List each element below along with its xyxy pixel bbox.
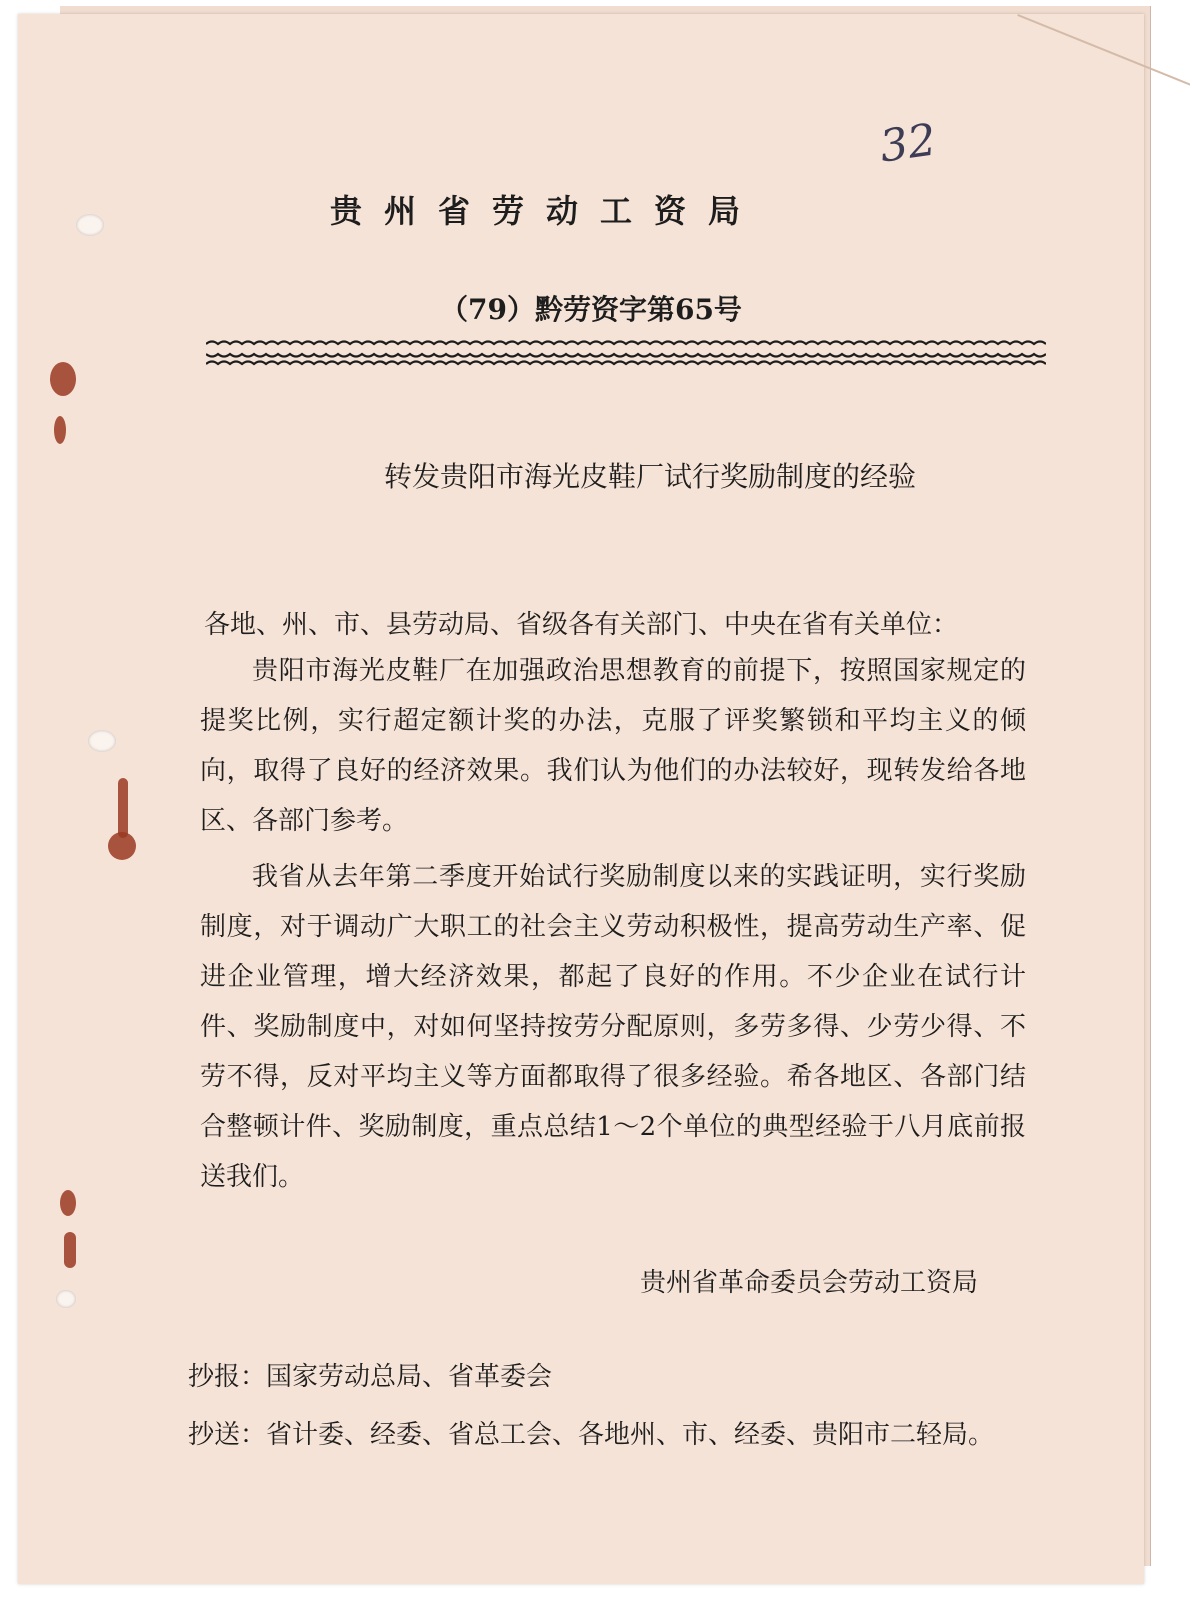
issuer-signature: 贵州省革命委员会劳动工资局 bbox=[640, 1268, 979, 1298]
document-subject: 转发贵阳市海光皮鞋厂试行奖励制度的经验 bbox=[384, 460, 917, 493]
rust-stain bbox=[60, 1190, 76, 1216]
paper-fold bbox=[1017, 14, 1190, 91]
binding-hole bbox=[56, 1290, 76, 1308]
issuer-title: 贵州省劳动工资局 bbox=[330, 192, 763, 230]
body-paragraph-2: 我省从去年第二季度开始试行奖励制度以来的实践证明，实行奖励制度，对于调动广大职工的社会主义劳动积极性，提高劳动生产率、促进企业管理，增大经济效果，都起了良好的作用。不少企业在试行计件、奖励制度中，对如何坚持按劳分配原则，多劳多得、少劳少得、不劳不得，反对平均主义等方面都取得了很多经验。希各地区、各部门结合整顿计件、奖励制度，重点总结1～2个单位的典型经验于八月底前报送我们。 bbox=[200, 862, 1026, 1192]
handwritten-page-number: 32 bbox=[876, 114, 940, 173]
rust-stain bbox=[118, 778, 128, 838]
binding-hole bbox=[88, 730, 116, 752]
salutation: 各地、州、市、县劳动局、省级各有关部门、中央在省有关单位： bbox=[204, 610, 959, 640]
rust-stain bbox=[108, 832, 136, 860]
copy-to-line: 抄送：省计委、经委、省总工会、各地州、市、经委、贵阳市二轻局。 bbox=[188, 1420, 995, 1450]
binding-hole bbox=[76, 214, 104, 236]
report-to-line: 抄报：国家劳动总局、省革委会 bbox=[188, 1362, 553, 1392]
rust-stain bbox=[50, 362, 76, 396]
rust-stain bbox=[64, 1232, 76, 1268]
document-number: （79）黔劳资字第65号 bbox=[440, 293, 742, 326]
body-paragraph-1: 贵阳市海光皮鞋厂在加强政治思想教育的前提下，按照国家规定的提奖比例，实行超定额计奖的办法，克服了评奖繁锁和平均主义的倾向，取得了良好的经济效果。我们认为他们的办法较好，现转发给各地区、各部门参考。 bbox=[200, 656, 1026, 836]
wavy-divider bbox=[206, 334, 1046, 374]
rust-stain bbox=[54, 416, 66, 444]
